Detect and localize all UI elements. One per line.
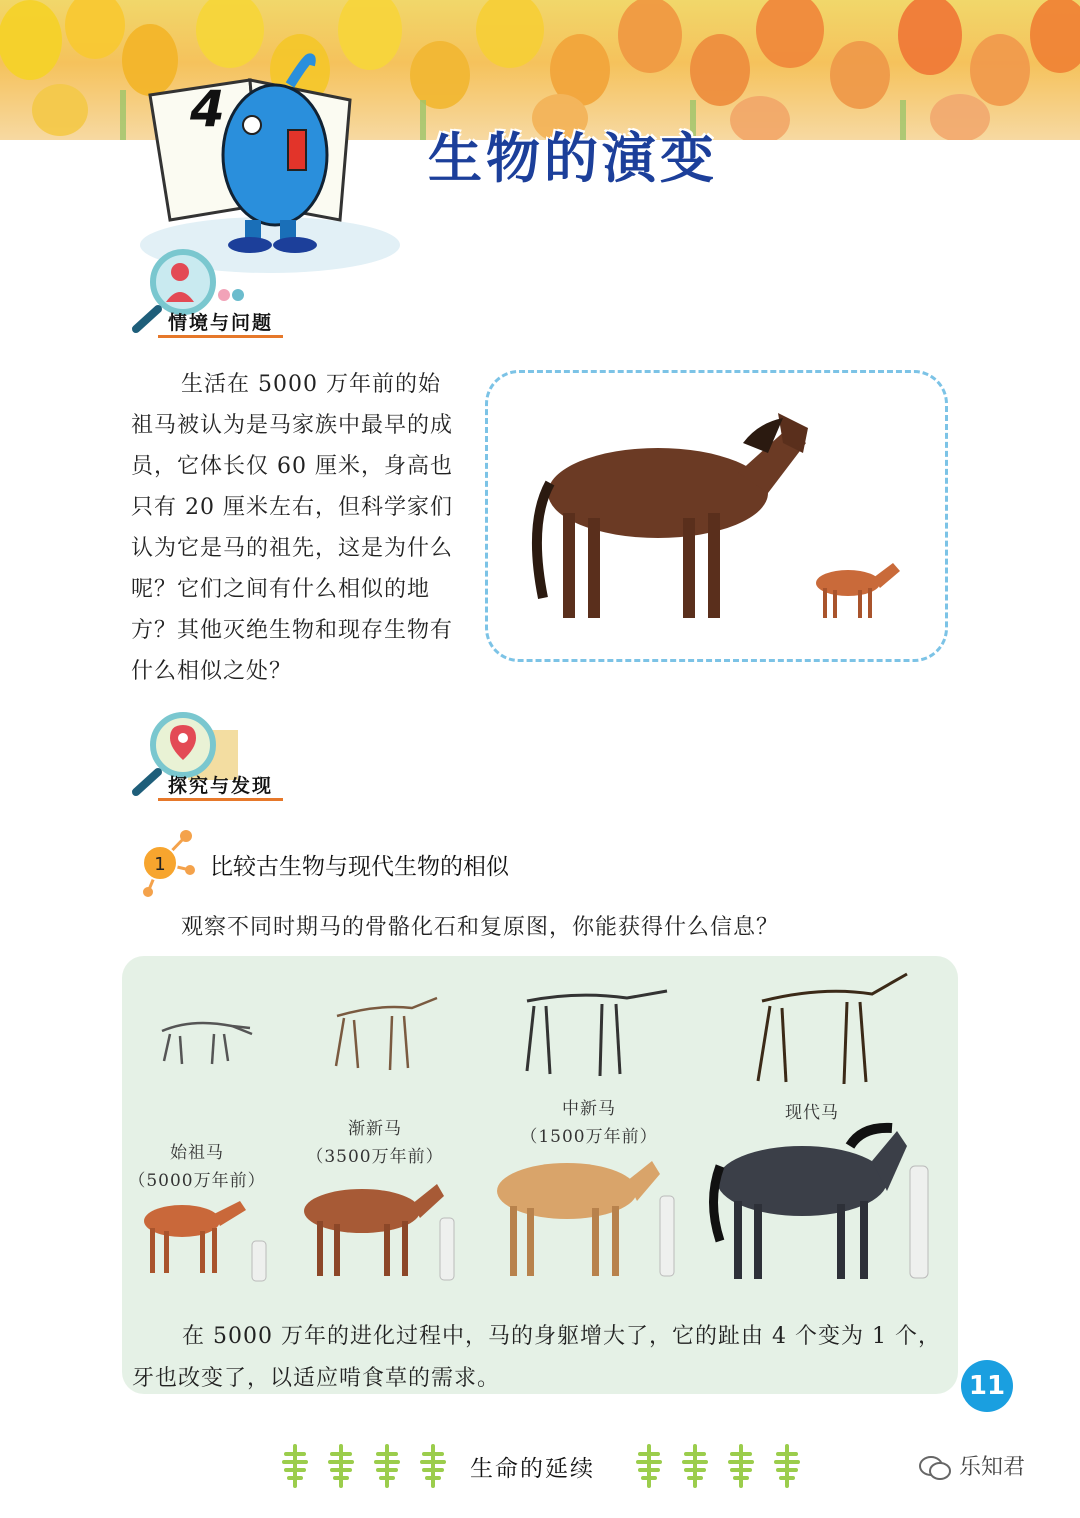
page-number-badge: 11	[961, 1360, 1013, 1412]
activity-number-icon	[128, 828, 198, 898]
stage-name-eohippus: 始祖马	[170, 1143, 224, 1163]
eohippus-reconstruction	[144, 1201, 266, 1281]
stage-name-merychippus: 中新马	[562, 1099, 616, 1119]
watermark	[918, 1450, 1025, 1481]
watermark-text: 乐知君	[959, 1455, 1026, 1480]
activity-number: 1	[154, 854, 166, 875]
fish-bone-icon	[326, 1444, 356, 1488]
fish-bone-icon	[772, 1444, 802, 1488]
activity-title: 比较古生物与现代生物的相似	[210, 854, 509, 880]
merychippus-reconstruction	[497, 1161, 674, 1276]
stage-age-mesohippus: （3500万年前）	[306, 1147, 444, 1167]
section-explore-title: 探究与发现	[158, 771, 283, 801]
fish-bone-icon	[634, 1444, 664, 1488]
wechat-icon	[918, 1455, 952, 1481]
section-explore-badge	[128, 710, 318, 805]
modern-horse-illustration	[537, 413, 808, 618]
stage-name-modern-horse: 现代马	[785, 1103, 839, 1123]
stage-name-mesohippus: 渐新马	[348, 1119, 402, 1139]
stage-age-merychippus: （1500万年前）	[520, 1127, 658, 1147]
mesohippus-skeleton-icon	[336, 998, 437, 1070]
eohippus-illustration	[816, 563, 900, 618]
section-situation-title: 情境与问题	[158, 308, 283, 338]
fish-bone-icon	[680, 1444, 710, 1488]
conclusion-paragraph: 在 5000 万年的进化过程中，马的身躯增大了，它的趾由 4 个变为 1 个，牙也改变了，以适应啃食草的需求。	[132, 1324, 941, 1391]
activity-prompt: 观察不同时期马的骨骼化石和复原图，你能获得什么信息？	[181, 915, 780, 940]
horse-comparison-figure	[485, 370, 948, 662]
eohippus-skeleton-icon	[162, 1023, 252, 1064]
chapter-number: 4	[190, 80, 225, 138]
fish-bone-icon	[418, 1444, 448, 1488]
footer-title: 生命的延续	[470, 1456, 595, 1482]
mesohippus-reconstruction	[304, 1184, 454, 1280]
intro-paragraph: 生活在 5000 万年前的始祖马被认为是马家族中最早的成员，它体长仅 60 厘米，身高也只有 20 厘米左右，但科学家们认为它是马的祖先，这是为什么呢？它们之间有什么相似的地方？其他灭绝生物和现存生物有什么相似之处？	[131, 372, 454, 684]
mascot-book-illustration	[140, 45, 400, 275]
fish-bone-icon	[726, 1444, 756, 1488]
fish-bone-icon	[280, 1444, 310, 1488]
stage-age-eohippus: （5000万年前）	[128, 1171, 266, 1191]
modern-horse-reconstruction	[714, 1128, 929, 1279]
chapter-title: 生物的演变	[428, 127, 718, 190]
merychippus-skeleton-icon	[527, 991, 667, 1076]
modern-horse-skeleton-icon	[758, 974, 907, 1084]
section-situation-badge	[128, 247, 318, 342]
fish-bone-icon	[372, 1444, 402, 1488]
